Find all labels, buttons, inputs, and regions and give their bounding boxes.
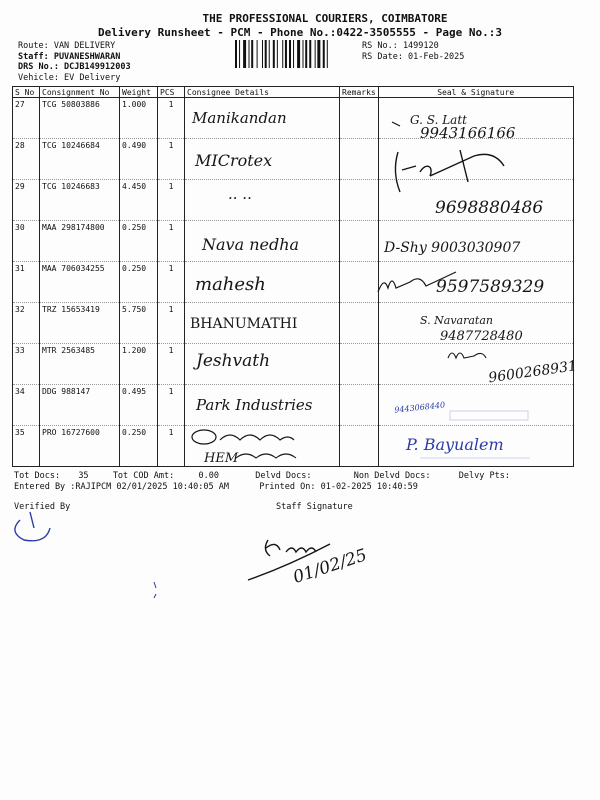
tamil-scribble-35a — [220, 435, 294, 440]
route-text: Route: VAN DELIVERY — [18, 41, 116, 51]
cell-consignment: TCG 10246684 — [40, 139, 120, 180]
col-sno: S No — [13, 87, 40, 98]
cell-sno: 28 — [13, 139, 40, 180]
phone-hw-29: 9698880486 — [435, 198, 544, 218]
signature-hw-35: P. Bayualem — [406, 435, 504, 454]
cell-sno: 31 — [13, 262, 40, 303]
company-title: THE PROFESSIONAL COURIERS, COIMBATORE — [202, 12, 448, 25]
consignee-hw-32: BHANUMATHI — [190, 316, 298, 332]
tamil-scribble-35b — [236, 454, 296, 458]
rs-no-text: RS No.: 1499120 — [362, 41, 439, 51]
col-pcs: PCS — [158, 87, 185, 98]
delvy-pts-label: Delvy Pts: — [458, 471, 510, 481]
consignee-scribble-35 — [192, 430, 216, 444]
stamp-faint-34 — [450, 411, 528, 420]
cell-pcs: 1 — [158, 385, 185, 426]
consignee-hw-30: Nava nedha — [202, 235, 300, 254]
staff-signature-label: Staff Signature — [276, 502, 353, 512]
tot-docs-label: Tot Docs: — [14, 471, 61, 481]
delvd-docs-label: Delvd Docs: — [255, 471, 312, 481]
tot-docs-value: 35 — [78, 471, 89, 481]
phone-hw-30: D-Shy 9003030907 — [384, 240, 521, 256]
cell-consignment: MAA 298174800 — [40, 221, 120, 262]
cell-pcs: 1 — [158, 139, 185, 180]
phone-hw-33: 9600268931 — [487, 358, 578, 387]
cell-sno: 32 — [13, 303, 40, 344]
verified-by-label: Verified By — [14, 502, 71, 512]
col-consignee: Consignee Details — [185, 87, 340, 98]
cell-sno: 30 — [13, 221, 40, 262]
cell-sno: 35 — [13, 426, 40, 467]
consignee-hw-29: ·· ·· — [228, 189, 252, 207]
cell-sno: 27 — [13, 98, 40, 139]
phone-hw-32: 9487728480 — [440, 329, 523, 344]
col-seal-signature: Seal & Signature — [378, 87, 573, 98]
phone-hw-34: 9443068440 — [393, 400, 446, 415]
tot-cod-value: 0.00 — [198, 471, 219, 481]
cell-consignment: TRZ 15653419 — [40, 303, 120, 344]
consignee-hw-34: Park Industries — [196, 396, 313, 414]
consignee-hw-31: mahesh — [195, 274, 266, 295]
stray-mark — [154, 582, 156, 598]
phone-hw-27: 9943166166 — [420, 124, 516, 142]
cell-weight: 0.495 — [120, 385, 158, 426]
consignee-hw-35: HEM — [204, 451, 239, 466]
consignee-hw-33: Jeshvath — [196, 351, 271, 371]
cell-weight: 0.250 — [120, 262, 158, 303]
tot-cod-label: Tot COD Amt: — [112, 471, 175, 481]
cell-pcs: 1 — [158, 180, 185, 221]
cell-pcs: 1 — [158, 98, 185, 139]
col-consignment: Consignment No — [40, 87, 120, 98]
cell-sno: 34 — [13, 385, 40, 426]
entered-by: Entered By :RAJIPCM 02/01/2025 10:40:05 AM — [14, 482, 229, 492]
vehicle-text: Vehicle: EV Delivery — [18, 72, 121, 83]
staff-sign-date: 01/02/25 — [290, 545, 370, 588]
cell-weight: 5.750 — [120, 303, 158, 344]
non-delvd-docs-label: Non Delvd Docs: — [353, 471, 431, 481]
cell-pcs: 1 — [158, 221, 185, 262]
col-remarks: Remarks — [340, 87, 379, 98]
runsheet-subtitle: Delivery Runsheet - PCM - Phone No.:0422-3505555 - Page No.:3 — [98, 26, 502, 39]
consignee-hw-28: MICrotex — [195, 151, 273, 170]
cell-pcs: 1 — [158, 303, 185, 344]
rs-date-text: RS Date: 01-Feb-2025 — [362, 51, 465, 62]
staff-text: Staff: PUVANESHWARAN — [18, 51, 121, 62]
cell-consignment: TCG 50803886 — [40, 98, 120, 139]
signature-scribble-33 — [448, 353, 486, 358]
cell-weight: 0.250 — [120, 221, 158, 262]
cell-consignment: TCG 10246683 — [40, 180, 120, 221]
signature-hw-32: S. Navaratan — [420, 314, 493, 327]
cell-pcs: 1 — [158, 426, 185, 467]
cell-pcs: 1 — [158, 344, 185, 385]
cell-weight: 4.450 — [120, 180, 158, 221]
cell-weight: 1.200 — [120, 344, 158, 385]
col-weight: Weight — [120, 87, 158, 98]
cell-consignment: MTR 2563485 — [40, 344, 120, 385]
sign-stroke-27 — [392, 122, 400, 126]
printed-on: Printed On: 01-02-2025 10:40:59 — [259, 482, 418, 492]
verified-scribble — [15, 512, 50, 541]
signature-hw-27: G. S. Latt — [410, 113, 467, 127]
cell-consignment: DDG 988147 — [40, 385, 120, 426]
phone-hw-31: 9597589329 — [436, 277, 545, 297]
drs-text: DRS No.: DCJB149912003 — [18, 62, 131, 72]
cell-sno: 29 — [13, 180, 40, 221]
consignee-hw-27: Manikandan — [192, 109, 287, 127]
signature-scribble-28 — [395, 150, 504, 192]
cell-weight: 1.000 — [120, 98, 158, 139]
cell-pcs: 1 — [158, 262, 185, 303]
cell-consignment: PRO 16727600 — [40, 426, 120, 467]
cell-weight: 0.250 — [120, 426, 158, 467]
cell-consignment: MAA 706034255 — [40, 262, 120, 303]
cell-weight: 0.490 — [120, 139, 158, 180]
cell-sno: 33 — [13, 344, 40, 385]
